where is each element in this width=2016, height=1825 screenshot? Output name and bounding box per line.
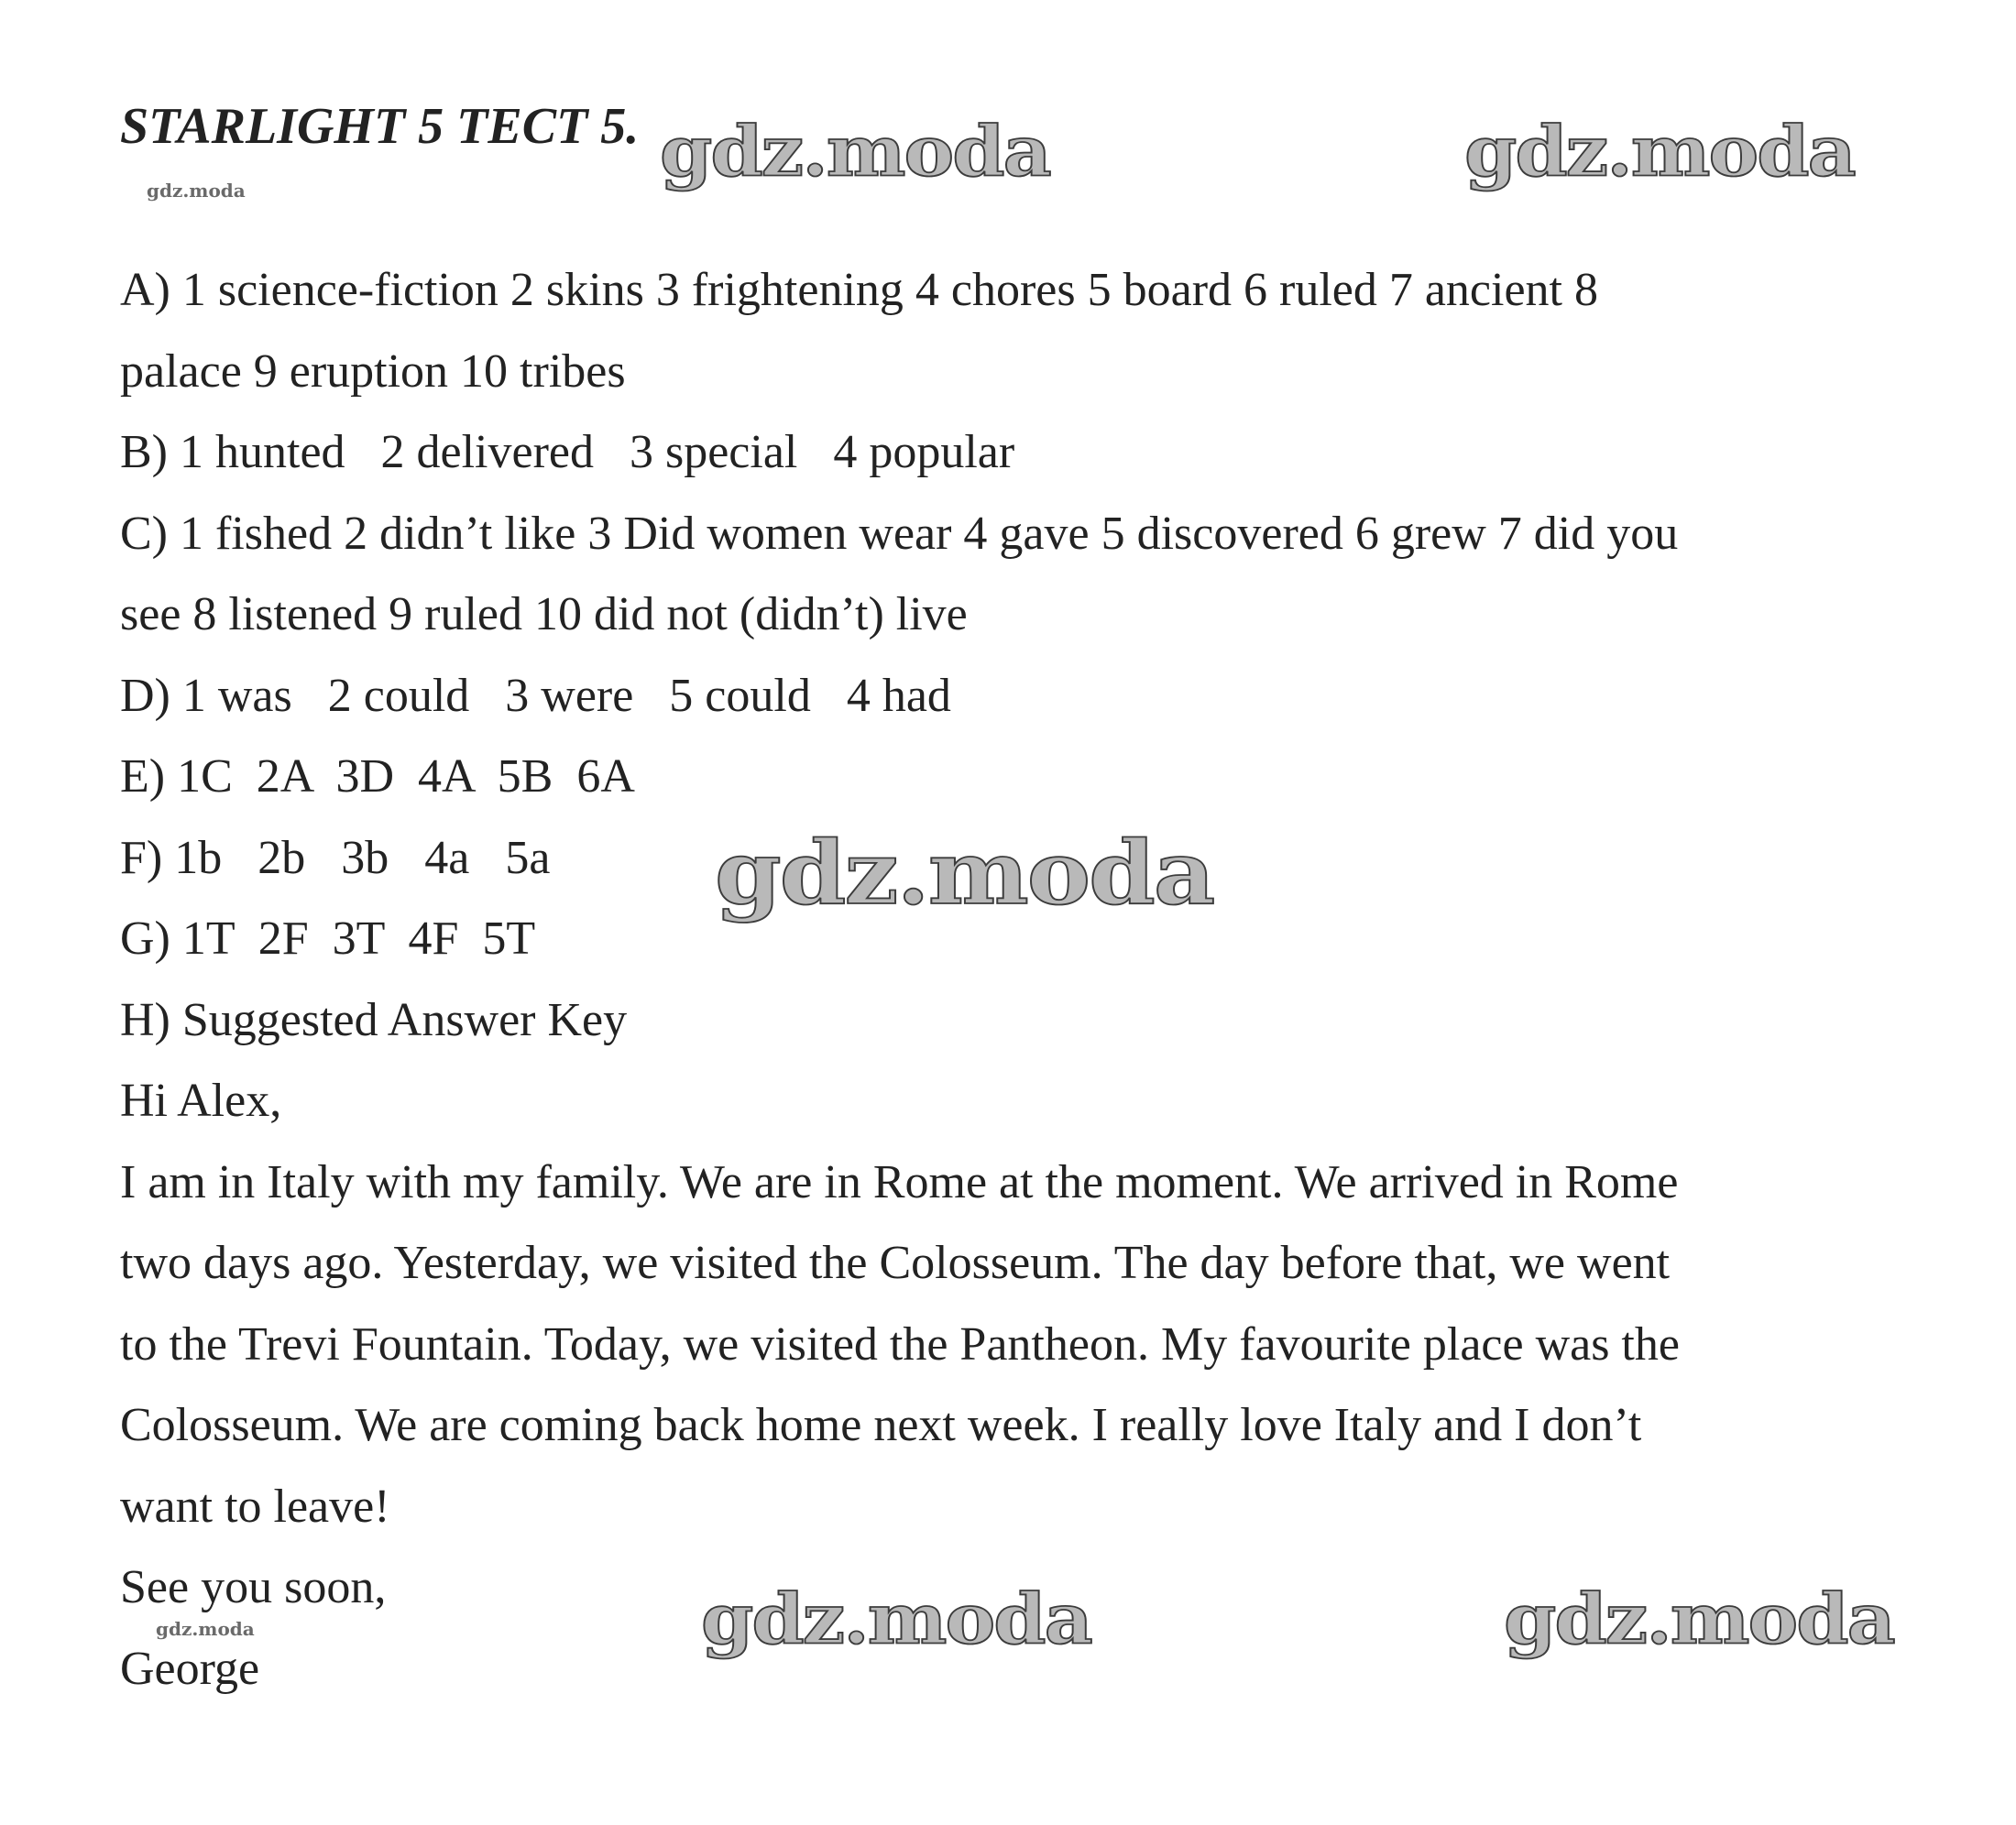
letter-signature: George bbox=[120, 1642, 260, 1695]
letter-greeting: Hi Alex, bbox=[120, 1075, 282, 1127]
letter-body-line: I am in Italy with my family. We are in Rome at the moment. We arrived in Rome bbox=[120, 1155, 1679, 1208]
watermark: gdz.moda bbox=[701, 1579, 1091, 1660]
answer-a-line-1: A) 1 science-fiction 2 skins 3 frightening 4 chores 5 board 6 ruled 7 ancient 8 bbox=[120, 264, 1598, 316]
answer-b: B) 1 hunted 2 delivered 3 special 4 popular bbox=[120, 426, 1015, 478]
watermark: gdz.moda bbox=[1504, 1579, 1894, 1660]
watermark-small: gdz.moda bbox=[156, 1618, 255, 1640]
letter-body-line: to the Trevi Fountain. Today, we visited the Pantheon. My favourite place was the bbox=[120, 1317, 1680, 1371]
answer-c-line-2: see 8 listened 9 ruled 10 did not (didn’t) live bbox=[120, 588, 968, 640]
answer-a-line-2: palace 9 eruption 10 tribes bbox=[120, 344, 626, 398]
answer-g: G) 1T 2F 3T 4F 5T bbox=[120, 912, 536, 965]
letter-closing: See you soon, bbox=[120, 1561, 387, 1613]
letter-body-line: two days ago. Yesterday, we visited the Colosseum. The day before that, we went bbox=[120, 1237, 1671, 1289]
answer-key-body bbox=[120, 250, 1916, 1710]
watermark: gdz.moda bbox=[1464, 111, 1855, 192]
watermark: gdz.moda bbox=[660, 111, 1050, 192]
letter-body-line: Colosseum. We are coming back home next week. I really love Italy and I don’t bbox=[120, 1399, 1642, 1451]
document-title: STARLIGHT 5 ТЕСТ 5. bbox=[120, 98, 640, 155]
letter-body-line: want to leave! bbox=[120, 1480, 390, 1533]
answer-e: E) 1C 2A 3D 4A 5B 6A bbox=[120, 750, 635, 803]
watermark-small: gdz.moda bbox=[147, 180, 246, 202]
answer-c-line-1: C) 1 fished 2 didn’t like 3 Did women wear 4 gave 5 discovered 6 grew 7 did you bbox=[120, 507, 1679, 560]
answer-d: D) 1 was 2 could 3 were 5 could 4 had bbox=[120, 669, 951, 722]
answer-f: F) 1b 2b 3b 4a 5a bbox=[120, 831, 551, 884]
watermark: gdz.moda bbox=[715, 820, 1214, 924]
answer-h: H) Suggested Answer Key bbox=[120, 993, 628, 1046]
